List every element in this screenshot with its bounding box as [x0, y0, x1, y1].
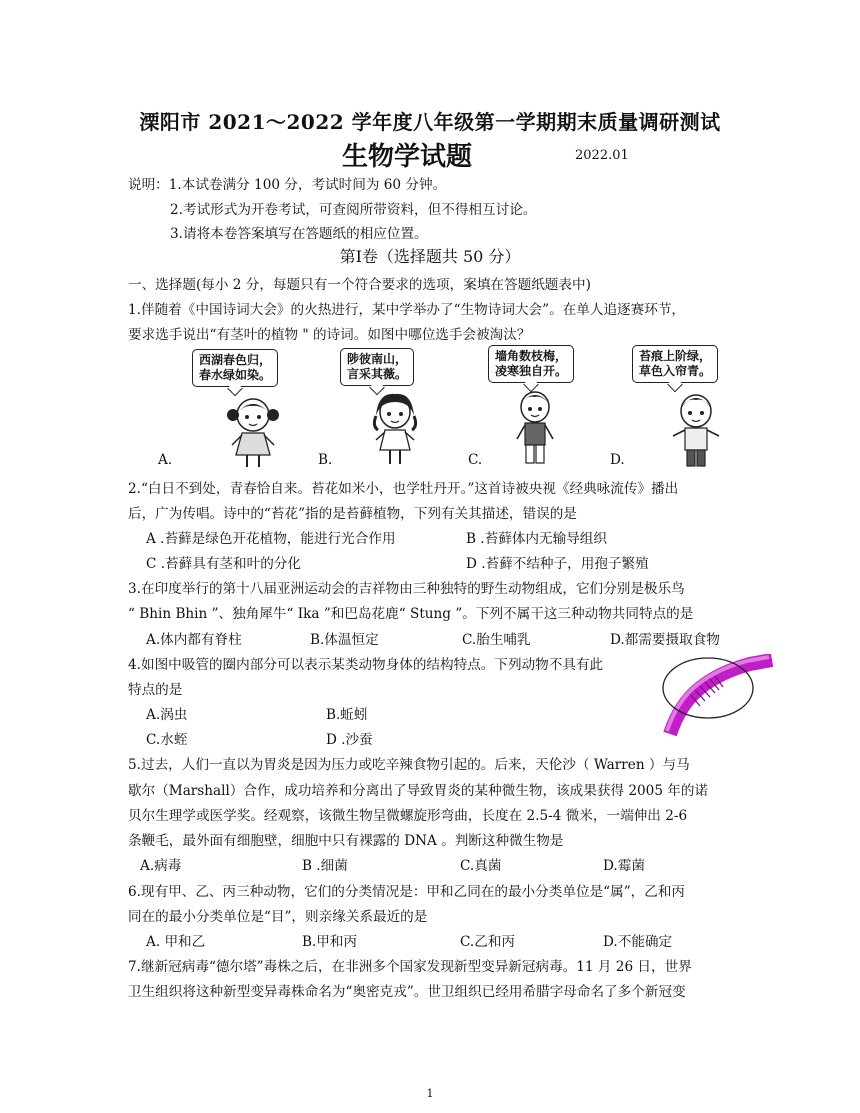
q2-line-1: 2.“白日不到处，青春恰自来。苔花如米小，也学牡丹开。”这首诗被央视《经典咏流传》播出: [128, 481, 679, 497]
q1-line-2: 要求选手说出“有茎叶的植物 " 的诗词。如图中哪位选手会被淘汰？: [128, 327, 531, 343]
bubble-b-line-2: 言采其薇。: [347, 367, 408, 381]
q4-option-d: D .沙蚕: [326, 732, 373, 748]
q5-option-d: D.霉菌: [603, 858, 645, 874]
q3-line-2: “ Bhin Bhin ”、独角犀牛“ Ika ”和巴岛花鹿“ Stung ”。下列不属干这三种动物共同特点的是: [128, 606, 694, 622]
q5-line-3: 贝尔生理学或医学奖。经观察，该微生物呈微螺旋形弯曲，长度在 2.5-4 微米，一端伸出 2-6: [128, 808, 688, 824]
q6-option-c: C.乙和丙: [460, 934, 516, 950]
page-number: 1: [426, 1087, 434, 1100]
bendy-straw-illustration: [660, 654, 774, 738]
q3-option-c: C.胎生哺乳: [462, 632, 531, 648]
q7-line-1: 7.继新冠病毒“德尔塔”毒株之后，在非洲多个国家发现新型变异新冠病毒。11 月 26 日，世界: [128, 959, 692, 975]
boy-d-illustration: [665, 390, 727, 468]
q5-option-b: B .细菌: [302, 858, 348, 874]
q5-line-1: 5.过去，人们一直以为胃炎是因为压力或吃辛辣食物引起的。后来，天伦沙（ Warren ）与马: [128, 757, 690, 773]
bubble-b-line-1: 陟彼南山，: [347, 352, 408, 366]
section-instruction: 一、选择题(每小 2 分，每题只有一个符合要求的选项，案填在答题纸题表中): [128, 277, 591, 293]
q3-option-d: D.都需要摄取食物: [610, 632, 720, 648]
note-1: 说明：1.本试卷满分 100 分，考试时间为 60 分钟。: [128, 177, 447, 193]
speech-bubble-b: [340, 348, 414, 386]
q6-option-d: D.不能确定: [603, 934, 673, 950]
speech-bubble-c: [488, 345, 574, 383]
q2-option-b: B .苔藓体内无输导组织: [466, 531, 607, 547]
q4-line-1: 4.如图中吸管的圈内部分可以表示某类动物身体的结构特点。下列动物不具有此: [128, 657, 604, 673]
girl-a-illustration: [222, 393, 284, 469]
bubble-d-line-1: 苔痕上阶绿，: [639, 349, 712, 363]
q1-option-a: A.: [158, 452, 173, 468]
exam-title: 溧阳市 2021～2022 学年度八年级第一学期期末质量调研测试: [139, 110, 721, 134]
q2-option-a: A .苔藓是绿色开花植物，能进行光合作用: [146, 531, 396, 547]
q6-option-b: B.甲和丙: [302, 934, 358, 950]
q3-line-1: 3.在印度举行的第十八届亚洲运动会的吉祥物由三种独特的野生动物组成，它们分别是极乐鸟: [128, 581, 685, 597]
boy-c-illustration: [505, 387, 565, 467]
q5-option-c: C.真菌: [460, 858, 502, 874]
q3-option-b: B.体温恒定: [310, 632, 379, 648]
q3-option-a: A.体内都有脊柱: [146, 632, 242, 648]
note-3: 3.请将本卷答案填写在答题纸的相应位置。: [170, 226, 428, 242]
q2-option-d: D .苔藓不结种子，用孢子繁殖: [466, 556, 649, 572]
q5-line-2: 歇尔（Marshall）合作，成功培养和分离出了导致胃炎的某种微生物，该成果获得 2005 年的诺: [128, 783, 709, 799]
q4-option-b: B.蚯蚓: [326, 707, 368, 723]
q6-line-2: 同在的最小分类单位是“目”，则亲缘关系最近的是: [128, 909, 428, 925]
speech-bubble-a: [192, 349, 278, 387]
q5-option-a: A.病毒: [140, 858, 182, 874]
subject-title: 生物学试题: [342, 142, 473, 172]
q4-option-a: A.涡虫: [146, 707, 188, 723]
q1-option-b: B.: [318, 452, 333, 468]
section-title: 第Ⅰ卷（选择题共 50 分）: [339, 247, 521, 266]
bubble-c-line-2: 凌寒独自开。: [495, 364, 568, 378]
girl-b-illustration: [364, 390, 426, 466]
q4-line-2: 特点的是: [128, 682, 183, 698]
bubble-d-line-2: 草色入帘青。: [639, 364, 712, 378]
q4-option-c: C.水蛭: [146, 732, 188, 748]
q7-line-2: 卫生组织将这种新型变异毒株命名为“奥密克戎”。世卫组织已经用希腊字母命名了多个新冠变: [128, 984, 686, 1000]
q2-option-c: C .苔藓具有茎和叶的分化: [146, 556, 301, 572]
bubble-c-line-1: 墙角数枝梅，: [495, 349, 568, 363]
q1-line-1: 1.伴随着《中国诗词大会》的火热进行，某中学举办了“生物诗词大会”。在单人追逐赛环节，: [128, 302, 686, 318]
q2-line-2: 后，广为传唱。诗中的“苔花”指的是苔藓植物，下列有关其描述，错误的是: [128, 506, 577, 522]
q6-line-1: 6.现有甲、乙、丙三种动物，它们的分类情况是：甲和乙同在的最小分类单位是“属”，乙和丙: [128, 884, 686, 900]
exam-date: 2022.01: [575, 148, 629, 163]
speech-bubble-d: [632, 345, 718, 383]
note-2: 2.考试形式为开卷考试，可查阅所带资料，但不得相互讨论。: [170, 202, 537, 218]
q1-option-d: D.: [610, 452, 625, 468]
bubble-a-line-2: 春水绿如染。: [199, 368, 272, 382]
q1-option-c: C.: [468, 452, 483, 468]
q6-option-a: A. 甲和乙: [146, 934, 206, 950]
q5-line-4: 条鞭毛，最外面有细胞壁，细胞中只有裸露的 DNA 。判断这种微生物是: [128, 833, 564, 849]
bubble-a-line-1: 西湖春色归，: [199, 353, 272, 367]
